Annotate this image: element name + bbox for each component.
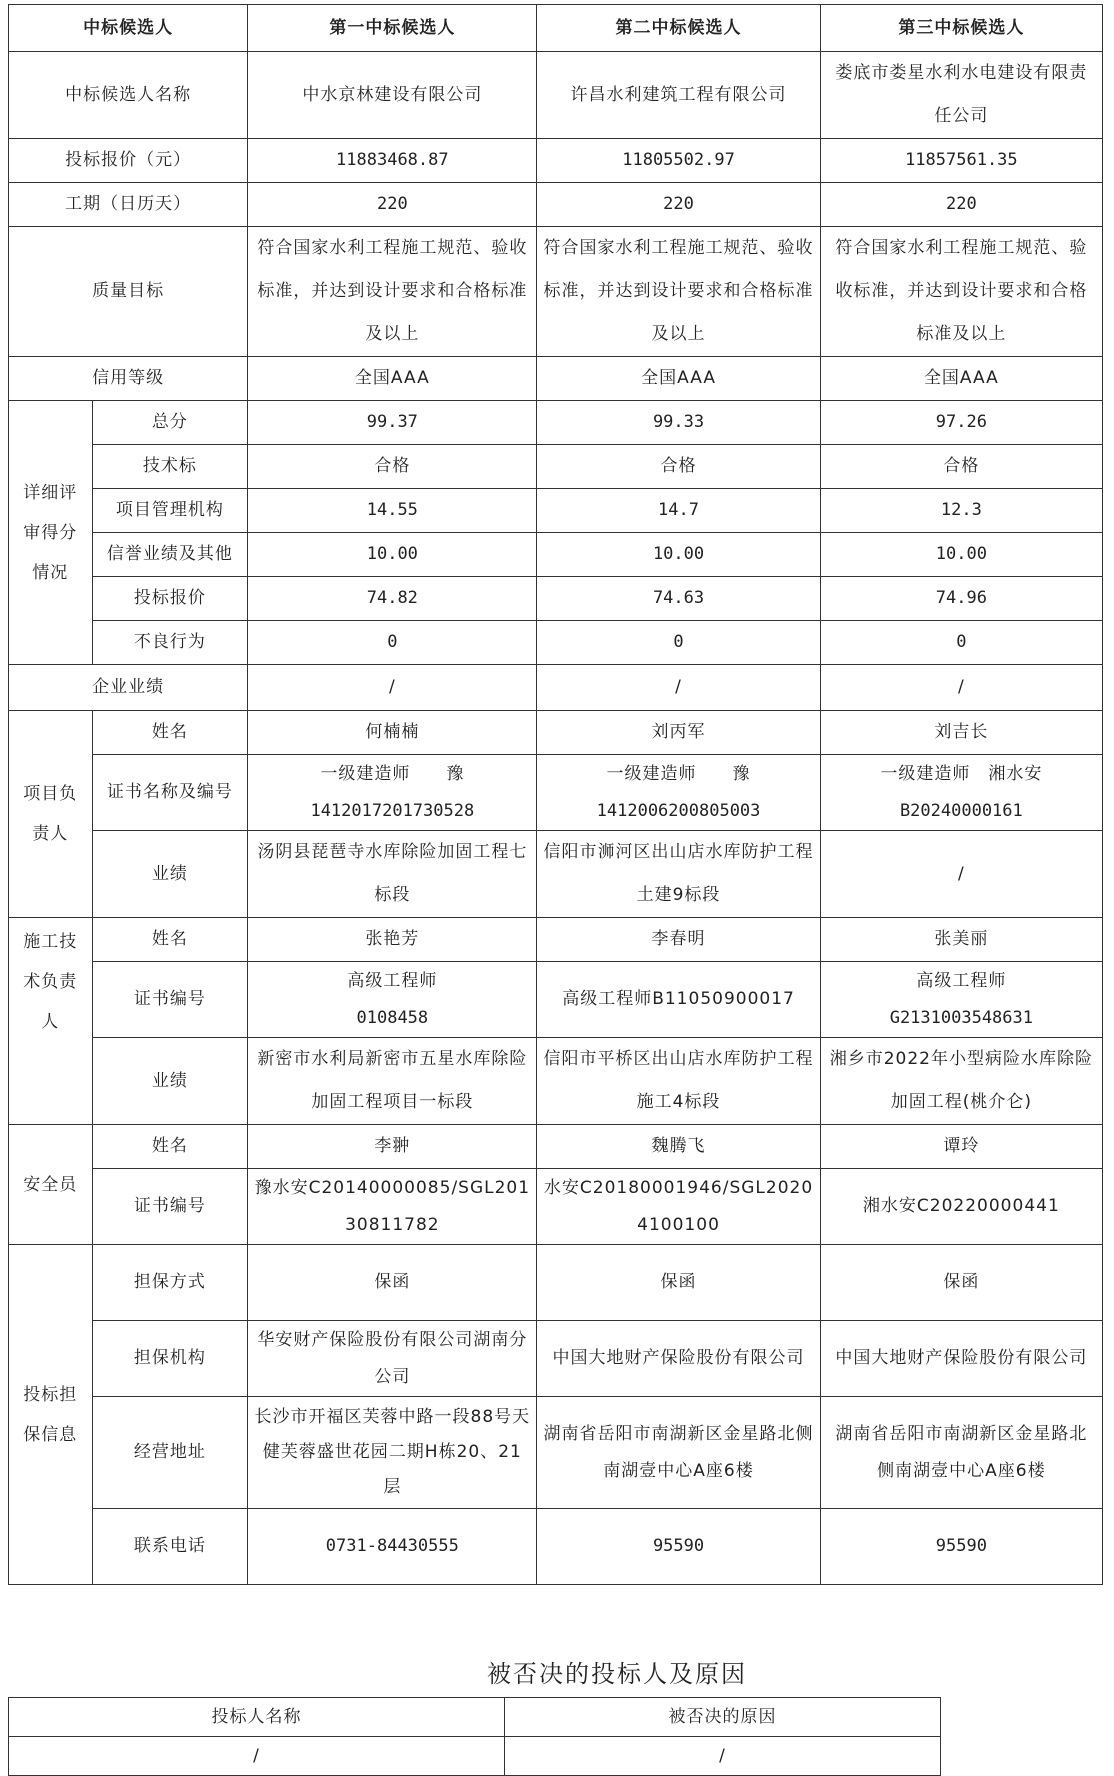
row-safety-name bbox=[9, 1125, 1103, 1169]
header-third: 第三中标候选人 bbox=[820, 5, 1102, 52]
safety-name-3: 谭玲 bbox=[820, 1125, 1102, 1169]
pm-perf-3: / bbox=[820, 831, 1102, 918]
guarantee-addr-3: 湖南省岳阳市南湖新区金星路北侧南湖壹中心A座6楼 bbox=[820, 1397, 1102, 1509]
tech-perf-3: 湘乡市2022年小型病险水库除险加固工程(桃介仑) bbox=[820, 1038, 1102, 1125]
pm-name-3: 刘吉长 bbox=[820, 711, 1102, 755]
company-perf-2: / bbox=[537, 665, 820, 711]
row-tech-perf bbox=[9, 1038, 1103, 1125]
tech-cert-2-line1: 高级工程师B11050900017 bbox=[562, 989, 795, 1009]
tech-perf-2: 信阳市平桥区出山店水库防护工程施工4标段 bbox=[537, 1038, 820, 1125]
tech-cert-1-line1: 高级工程师 bbox=[347, 970, 438, 991]
label-quality: 质量目标 bbox=[9, 227, 248, 357]
score-mgmt-3: 12.3 bbox=[820, 489, 1102, 533]
pm-perf-1: 汤阴县琵琶寺水库除险加固工程七标段 bbox=[248, 831, 537, 918]
tech-name-3: 张美丽 bbox=[820, 918, 1102, 962]
score-total-2: 99.33 bbox=[537, 401, 820, 445]
rejected-name: / bbox=[9, 1737, 505, 1776]
score-tech-3: 合格 bbox=[820, 445, 1102, 489]
row-guarantee-org bbox=[9, 1321, 1103, 1397]
pm-cert-2-line2: 1412006200805003 bbox=[596, 800, 761, 821]
row-score-price bbox=[9, 577, 1103, 621]
label-credit: 信用等级 bbox=[9, 357, 248, 401]
company-perf-1: / bbox=[248, 665, 537, 711]
row-company-perf bbox=[9, 665, 1103, 711]
pm-cert-2-line1: 一级建造师 豫 bbox=[606, 763, 751, 784]
tech-perf-1: 新密市水利局新密市五星水库除险加固工程项目一标段 bbox=[248, 1038, 537, 1125]
safety-cert-3: 湘水安C20220000441 bbox=[820, 1169, 1102, 1245]
label-safety-cert: 证书编号 bbox=[92, 1169, 248, 1245]
row-quality bbox=[9, 227, 1103, 357]
row-pm-name bbox=[9, 711, 1103, 755]
score-mgmt-2: 14.7 bbox=[537, 489, 820, 533]
rejected-reason: / bbox=[505, 1737, 941, 1776]
candidate-name-2: 许昌水利建筑工程有限公司 bbox=[537, 52, 820, 139]
rejected-header-reason: 被否决的原因 bbox=[505, 1698, 941, 1737]
guarantee-method-3: 保函 bbox=[820, 1245, 1102, 1321]
label-score-tech: 技术标 bbox=[92, 445, 248, 489]
row-score-credit bbox=[9, 533, 1103, 577]
label-company-perf: 企业业绩 bbox=[9, 665, 248, 711]
row-period bbox=[9, 183, 1103, 227]
guarantee-addr-1: 长沙市开福区芙蓉中路一段88号天健芙蓉盛世花园二期H栋20、21层 bbox=[248, 1397, 537, 1509]
pm-name-1: 何楠楠 bbox=[248, 711, 537, 755]
label-guarantee-phone: 联系电话 bbox=[92, 1509, 248, 1585]
guarantee-method-2: 保函 bbox=[537, 1245, 820, 1321]
label-tech-name: 姓名 bbox=[92, 918, 248, 962]
label-guarantee-method: 担保方式 bbox=[92, 1245, 248, 1321]
tech-cert-3 bbox=[820, 962, 1102, 1038]
label-score-price: 投标报价 bbox=[92, 577, 248, 621]
guarantee-phone-2: 95590 bbox=[537, 1509, 820, 1585]
label-score-bad: 不良行为 bbox=[92, 621, 248, 665]
pm-cert-1-line2: 1412017201730528 bbox=[310, 800, 475, 821]
row-guarantee-addr bbox=[9, 1397, 1103, 1509]
row-price bbox=[9, 139, 1103, 183]
score-credit-3: 10.00 bbox=[820, 533, 1102, 577]
label-guarantee-org: 担保机构 bbox=[92, 1321, 248, 1397]
row-candidate-name bbox=[9, 52, 1103, 139]
label-period: 工期（日历天） bbox=[9, 183, 248, 227]
quality-1: 符合国家水利工程施工规范、验收标准，并达到设计要求和合格标准及以上 bbox=[248, 227, 537, 357]
guarantee-phone-1: 0731-84430555 bbox=[248, 1509, 537, 1585]
label-pm-cert: 证书名称及编号 bbox=[92, 755, 248, 831]
score-credit-2: 10.00 bbox=[537, 533, 820, 577]
score-mgmt-1: 14.55 bbox=[248, 489, 537, 533]
rejected-header-name: 投标人名称 bbox=[9, 1698, 505, 1737]
candidate-name-1: 中水京林建设有限公司 bbox=[248, 52, 537, 139]
score-price-1: 74.82 bbox=[248, 577, 537, 621]
label-guarantee-addr: 经营地址 bbox=[92, 1397, 248, 1509]
guarantee-addr-2: 湖南省岳阳市南湖新区金星路北侧南湖壹中心A座6楼 bbox=[537, 1397, 820, 1509]
safety-name-1: 李翀 bbox=[248, 1125, 537, 1169]
header-first: 第一中标候选人 bbox=[248, 5, 537, 52]
pm-perf-2: 信阳市浉河区出山店水库防护工程土建9标段 bbox=[537, 831, 820, 918]
pm-cert-1-line1: 一级建造师 豫 bbox=[320, 763, 465, 784]
tech-name-2: 李春明 bbox=[537, 918, 820, 962]
credit-2: 全国AAA bbox=[537, 357, 820, 401]
tech-cert-1-line2: 0108458 bbox=[356, 1007, 429, 1028]
rejected-table bbox=[8, 1697, 941, 1776]
period-2: 220 bbox=[537, 183, 820, 227]
score-tech-1: 合格 bbox=[248, 445, 537, 489]
pm-cert-3 bbox=[820, 755, 1102, 831]
label-candidate-name: 中标候选人名称 bbox=[9, 52, 248, 139]
safety-cert-1: 豫水安C20140000085/SGL20130811782 bbox=[248, 1169, 537, 1245]
row-tech-cert bbox=[9, 962, 1103, 1038]
quality-2: 符合国家水利工程施工规范、验收标准，并达到设计要求和合格标准及以上 bbox=[537, 227, 820, 357]
label-price: 投标报价（元） bbox=[9, 139, 248, 183]
pm-name-2: 刘丙军 bbox=[537, 711, 820, 755]
guarantee-phone-3: 95590 bbox=[820, 1509, 1102, 1585]
candidate-name-3: 娄底市娄星水利水电建设有限责任公司 bbox=[820, 52, 1102, 139]
label-tech-group: 施工技术负责人 bbox=[9, 918, 93, 1125]
label-guarantee-group: 投标担保信息 bbox=[9, 1245, 93, 1585]
pm-cert-3-line2: B20240000161 bbox=[899, 800, 1023, 821]
label-score-group: 详细评审得分情况 bbox=[9, 401, 93, 665]
row-tech-name bbox=[9, 918, 1103, 962]
score-credit-1: 10.00 bbox=[248, 533, 537, 577]
row-pm-perf bbox=[9, 831, 1103, 918]
tech-cert-2 bbox=[537, 962, 820, 1038]
label-tech-perf: 业绩 bbox=[92, 1038, 248, 1125]
guarantee-org-1: 华安财产保险股份有限公司湖南分公司 bbox=[248, 1321, 537, 1397]
safety-cert-2: 水安C20180001946/SGL20204100100 bbox=[537, 1169, 820, 1245]
score-total-1: 99.37 bbox=[248, 401, 537, 445]
row-score-bad bbox=[9, 621, 1103, 665]
label-score-total: 总分 bbox=[92, 401, 248, 445]
tech-cert-3-line1: 高级工程师 bbox=[916, 970, 1007, 991]
header-candidate: 中标候选人 bbox=[9, 5, 248, 52]
score-price-2: 74.63 bbox=[537, 577, 820, 621]
label-tech-cert: 证书编号 bbox=[92, 962, 248, 1038]
rejected-header-row bbox=[9, 1698, 941, 1737]
pm-cert-2 bbox=[537, 755, 820, 831]
tech-cert-1 bbox=[248, 962, 537, 1038]
price-3: 11857561.35 bbox=[820, 139, 1102, 183]
safety-name-2: 魏腾飞 bbox=[537, 1125, 820, 1169]
label-pm-perf: 业绩 bbox=[92, 831, 248, 918]
guarantee-method-1: 保函 bbox=[248, 1245, 537, 1321]
row-safety-cert bbox=[9, 1169, 1103, 1245]
row-pm-cert bbox=[9, 755, 1103, 831]
score-price-3: 74.96 bbox=[820, 577, 1102, 621]
label-score-credit: 信誉业绩及其他 bbox=[92, 533, 248, 577]
row-guarantee-phone bbox=[9, 1509, 1103, 1585]
rejected-title: 被否决的投标人及原因 bbox=[487, 1660, 747, 1688]
pm-cert-3-line1: 一级建造师 湘水安 bbox=[880, 763, 1043, 784]
header-second: 第二中标候选人 bbox=[537, 5, 820, 52]
row-score-mgmt bbox=[9, 489, 1103, 533]
label-safety-name: 姓名 bbox=[92, 1125, 248, 1169]
row-credit bbox=[9, 357, 1103, 401]
score-bad-1: 0 bbox=[248, 621, 537, 665]
label-score-mgmt: 项目管理机构 bbox=[92, 489, 248, 533]
row-score-total bbox=[9, 401, 1103, 445]
credit-3: 全国AAA bbox=[820, 357, 1102, 401]
label-safety-group: 安全员 bbox=[9, 1125, 93, 1245]
tech-cert-3-line2: G2131003548631 bbox=[889, 1007, 1033, 1028]
score-tech-2: 合格 bbox=[537, 445, 820, 489]
company-perf-3: / bbox=[820, 665, 1102, 711]
pm-cert-1 bbox=[248, 755, 537, 831]
price-1: 11883468.87 bbox=[248, 139, 537, 183]
period-1: 220 bbox=[248, 183, 537, 227]
price-2: 11805502.97 bbox=[537, 139, 820, 183]
score-bad-2: 0 bbox=[537, 621, 820, 665]
row-score-tech bbox=[9, 445, 1103, 489]
guarantee-org-3: 中国大地财产保险股份有限公司 bbox=[820, 1321, 1102, 1397]
label-pm-group: 项目负责人 bbox=[9, 711, 93, 918]
score-bad-3: 0 bbox=[820, 621, 1102, 665]
credit-1: 全国AAA bbox=[248, 357, 537, 401]
period-3: 220 bbox=[820, 183, 1102, 227]
guarantee-org-2: 中国大地财产保险股份有限公司 bbox=[537, 1321, 820, 1397]
label-pm-name: 姓名 bbox=[92, 711, 248, 755]
header-row bbox=[9, 5, 1103, 52]
quality-3: 符合国家水利工程施工规范、验收标准，并达到设计要求和合格标准及以上 bbox=[820, 227, 1102, 357]
score-total-3: 97.26 bbox=[820, 401, 1102, 445]
tech-name-1: 张艳芳 bbox=[248, 918, 537, 962]
candidate-table bbox=[8, 4, 1103, 1585]
row-guarantee-method bbox=[9, 1245, 1103, 1321]
